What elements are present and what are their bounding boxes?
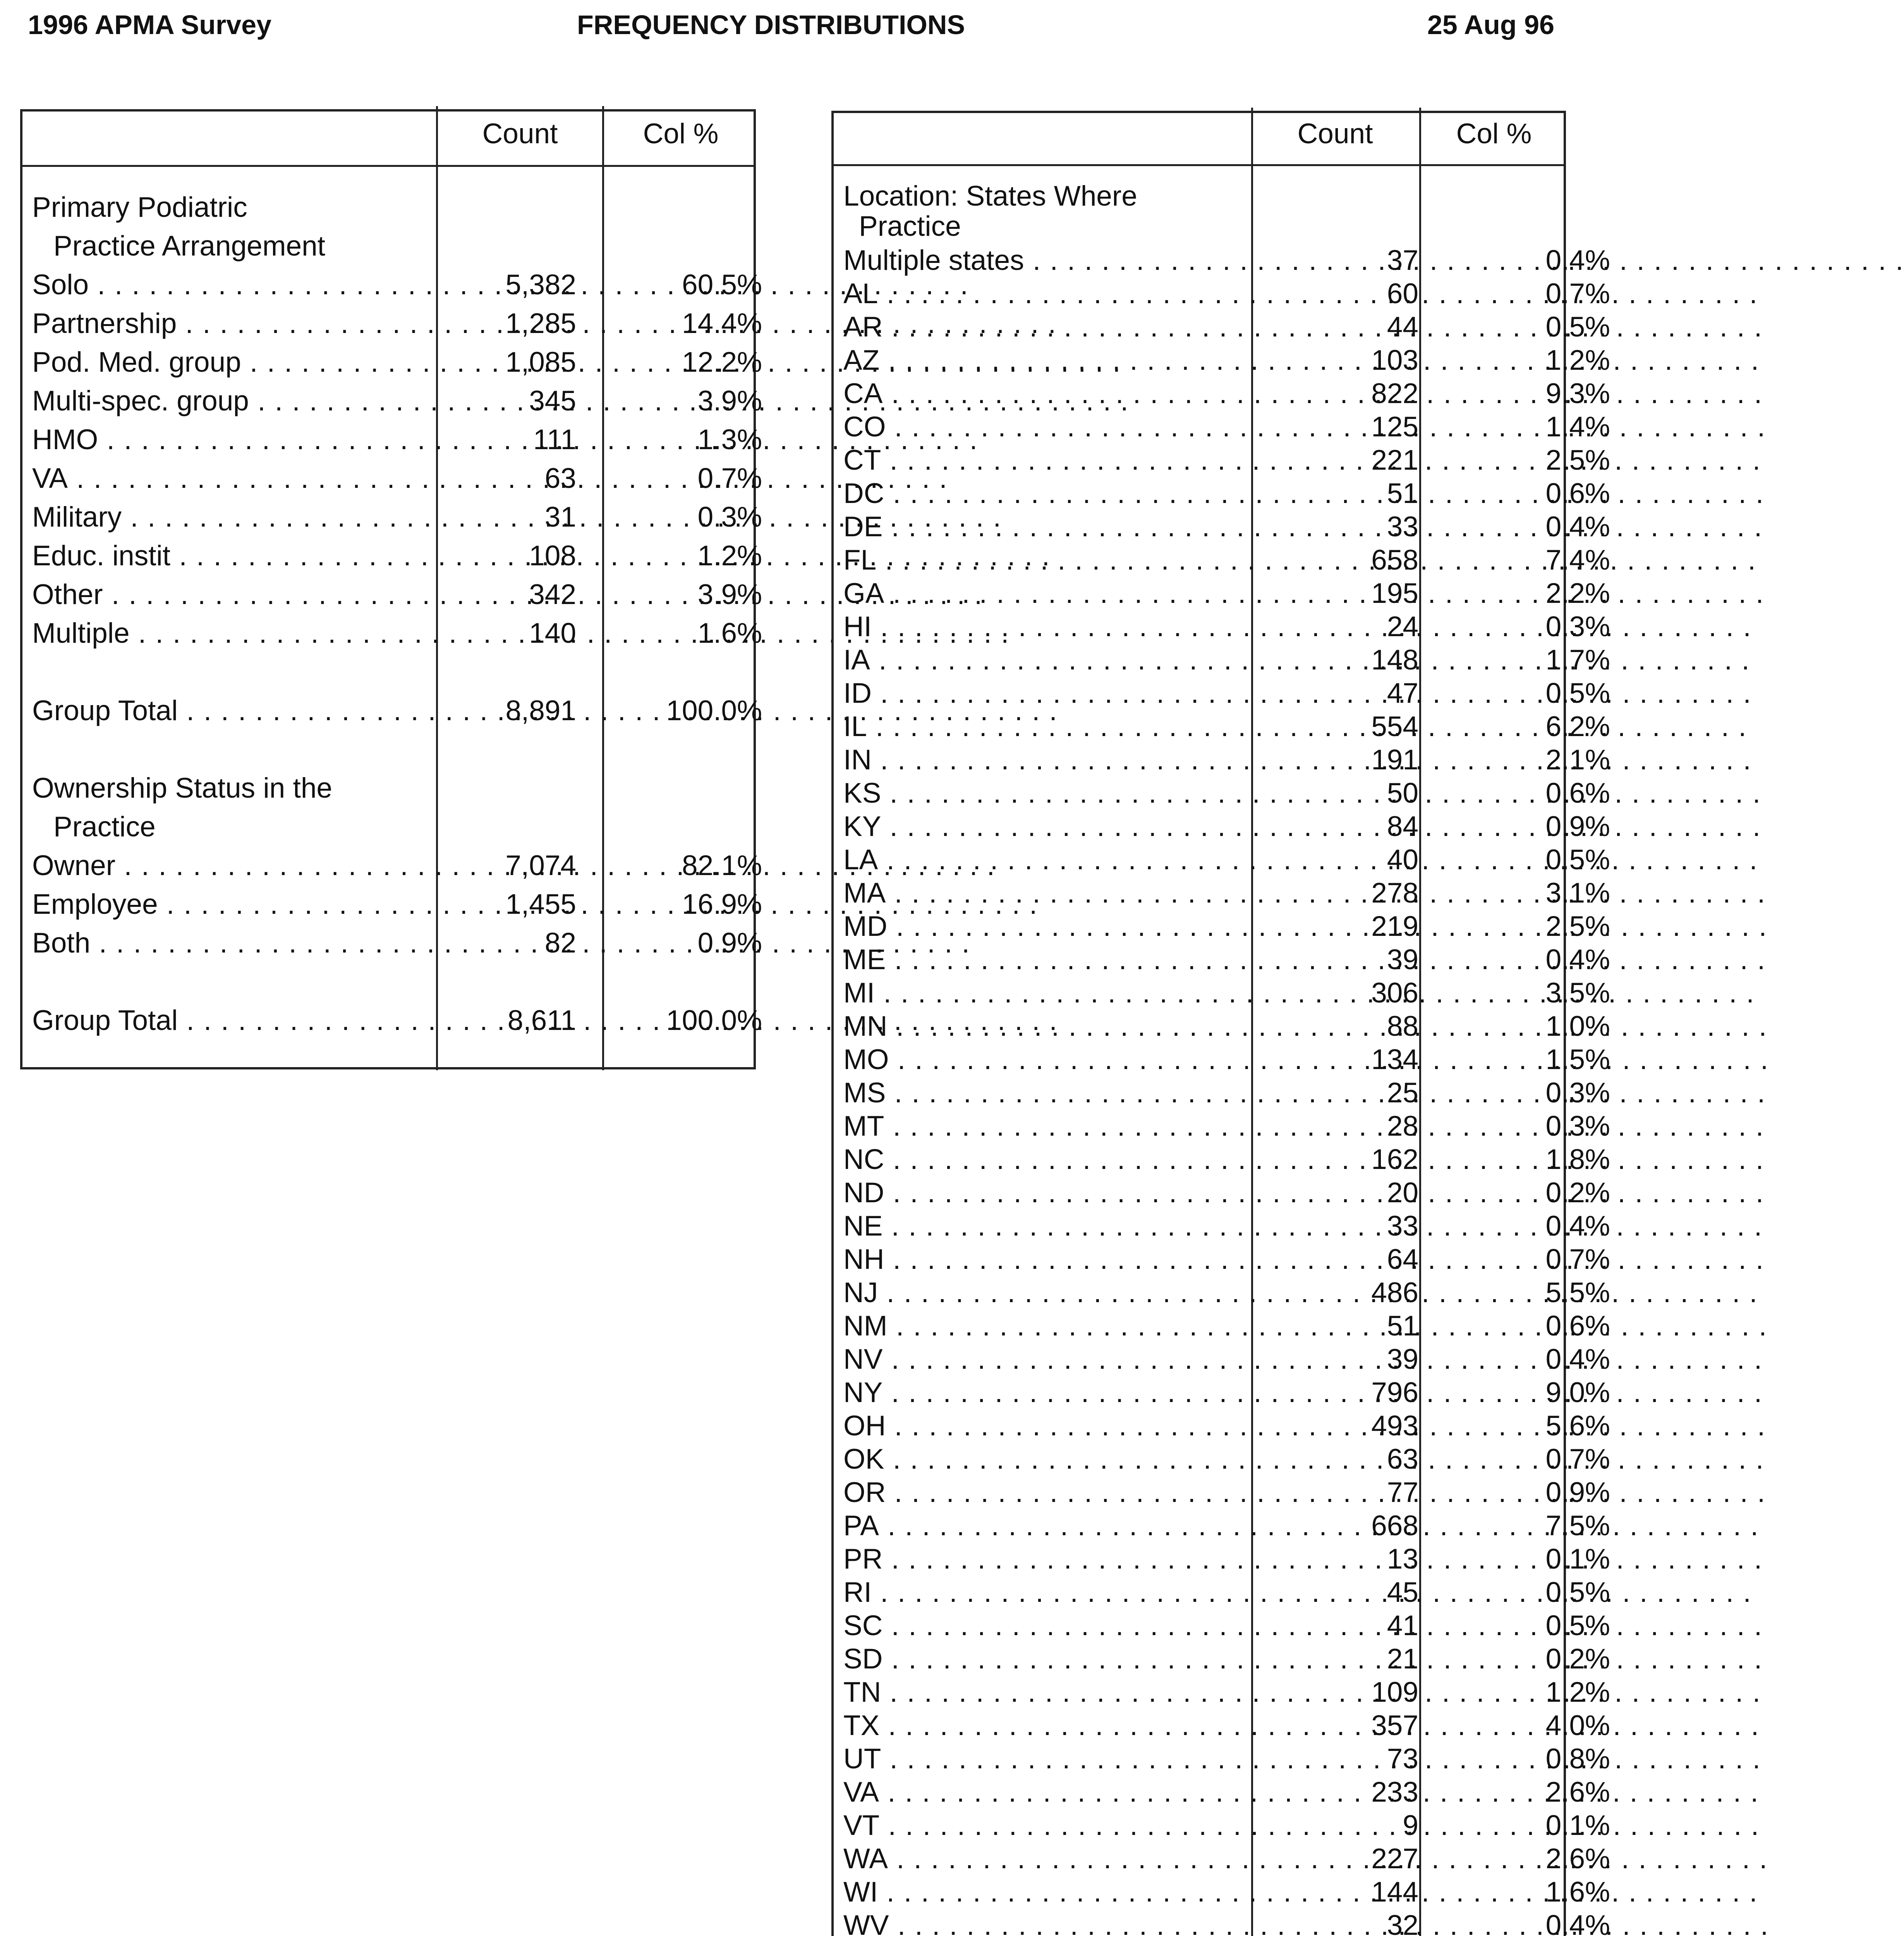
table-row: [22, 343, 762, 382]
states-location-table: [831, 111, 1610, 1936]
pct-cell: 1.0%: [1545, 1011, 1610, 1042]
count-cell: 41: [1387, 1610, 1418, 1641]
pct-cell: 2.5%: [1545, 445, 1610, 476]
count-cell: 103: [1371, 345, 1418, 376]
row-label: NM . . .: [843, 1310, 1238, 1343]
row-label: NE . . .: [843, 1210, 1238, 1243]
pct-cell: 4.0%: [1545, 1710, 1610, 1741]
table-row: [22, 846, 762, 885]
pct-cell: 16.9%: [682, 889, 762, 920]
pct-cell: 0.5%: [1545, 1610, 1610, 1641]
pct-cell: 2.2%: [1545, 578, 1610, 609]
table-row: [834, 1276, 1610, 1310]
pct-cell: 0.4%: [1545, 245, 1610, 276]
table-row: [834, 1176, 1610, 1210]
row-label: IN . . .: [843, 743, 1238, 777]
table-row: [834, 277, 1610, 311]
spacer: [22, 730, 754, 769]
table-row: [22, 459, 762, 498]
count-cell: 28: [1387, 1110, 1418, 1142]
group-title: Ownership Status in the: [32, 772, 333, 804]
table-row: [834, 1909, 1610, 1936]
count-cell: 9: [1403, 1810, 1418, 1841]
table-row: [834, 1010, 1610, 1043]
table-row: [834, 943, 1610, 977]
table-row: [834, 1809, 1610, 1842]
count-cell: 51: [1387, 478, 1418, 509]
row-label: Multi-spec. group . . .: [32, 382, 439, 420]
count-cell: 221: [1371, 445, 1418, 476]
count-cell: 25: [1387, 1077, 1418, 1109]
pct-cell: 0.5%: [1545, 311, 1610, 343]
pct-cell: 1.6%: [1545, 1876, 1610, 1908]
pct-cell: 1.2%: [697, 540, 762, 572]
row-label: Other . . .: [32, 575, 439, 614]
row-label: ME . . .: [843, 943, 1238, 977]
table-row: [22, 575, 762, 614]
table-row: [834, 1543, 1610, 1576]
count-cell: 31: [544, 501, 576, 533]
table-row: [834, 1576, 1610, 1609]
page-title: FREQUENCY DISTRIBUTIONS: [577, 10, 965, 40]
pct-cell: 0.6%: [1545, 777, 1610, 809]
row-label: WV . . .: [843, 1909, 1238, 1936]
count-cell: 7,074: [505, 850, 576, 881]
row-label: NV . . .: [843, 1343, 1238, 1376]
count-cell: 39: [1387, 944, 1418, 975]
count-cell: 60: [1387, 278, 1418, 309]
row-label: Multiple states . . .: [843, 244, 1238, 277]
row-label: MN . . .: [843, 1010, 1238, 1043]
row-label: MA . . .: [843, 877, 1238, 910]
survey-title: 1996 APMA Survey: [28, 10, 272, 40]
count-cell: 345: [529, 385, 576, 417]
count-cell: 342: [529, 579, 576, 610]
row-label: AL . . .: [843, 277, 1238, 311]
pct-cell: 6.2%: [1545, 711, 1610, 742]
count-cell: 278: [1371, 877, 1418, 909]
table-row: [834, 1076, 1610, 1110]
pct-cell: 0.1%: [1545, 1810, 1610, 1841]
row-label: SD . . .: [843, 1643, 1238, 1676]
pct-cell: 0.2%: [1545, 1643, 1610, 1675]
pct-cell: 2.1%: [1545, 744, 1610, 776]
count-cell: 486: [1371, 1277, 1418, 1308]
count-cell: 1,085: [505, 347, 576, 378]
pct-cell: 2.6%: [1545, 1843, 1610, 1874]
count-column-header: Count: [482, 118, 558, 149]
count-column-header: Count: [1297, 118, 1373, 149]
pct-cell: 60.5%: [682, 269, 762, 300]
row-label: NJ . . .: [843, 1276, 1238, 1310]
count-cell: 227: [1371, 1843, 1418, 1874]
row-label: KS . . .: [843, 777, 1238, 810]
count-cell: 493: [1371, 1410, 1418, 1442]
table-row: [834, 344, 1610, 377]
count-cell: 88: [1387, 1011, 1418, 1042]
group-title: Location: States Where: [843, 180, 1137, 212]
pct-cell: 0.4%: [1545, 511, 1610, 542]
count-cell: 63: [1387, 1443, 1418, 1475]
count-cell: 219: [1371, 911, 1418, 942]
table-row: [834, 1876, 1610, 1909]
pct-cell: 3.5%: [1545, 977, 1610, 1009]
table-row: [834, 311, 1610, 344]
table-body: [22, 188, 762, 1040]
table-row: [834, 577, 1610, 610]
table-row: [834, 1043, 1610, 1076]
count-cell: 134: [1371, 1044, 1418, 1075]
table-row: [834, 410, 1610, 444]
report-date: 25 Aug 96: [1427, 10, 1554, 40]
pct-cell: 1.3%: [697, 424, 762, 455]
row-label: WI . . .: [843, 1876, 1238, 1909]
row-label: GA . . .: [843, 577, 1238, 610]
count-cell: 24: [1387, 611, 1418, 642]
count-cell: 191: [1371, 744, 1418, 776]
row-label: CA . . .: [843, 377, 1238, 410]
practice-arrangement-table: [20, 109, 762, 1069]
pct-cell: 5.5%: [1545, 1277, 1610, 1308]
pct-cell: 0.4%: [1545, 1910, 1610, 1936]
pct-cell: 0.7%: [1545, 1244, 1610, 1275]
count-cell: 73: [1387, 1743, 1418, 1775]
pct-cell: 1.7%: [1545, 644, 1610, 676]
table-row: [834, 1243, 1610, 1276]
row-label: Both . . .: [32, 924, 439, 963]
row-label: Pod. Med. group . . .: [32, 343, 439, 382]
pct-cell: 2.5%: [1545, 911, 1610, 942]
table-row: [22, 266, 762, 304]
table-row: [834, 910, 1610, 943]
pct-cell: 0.9%: [1545, 1477, 1610, 1508]
table-row: [834, 1643, 1610, 1676]
row-label: VA . . .: [843, 1776, 1238, 1809]
count-cell: 5,382: [505, 269, 576, 300]
count-cell: 33: [1387, 511, 1418, 542]
row-label: IA . . .: [843, 644, 1238, 677]
pct-cell: 3.1%: [1545, 877, 1610, 909]
table-row: [834, 877, 1610, 910]
row-label: PR . . .: [843, 1543, 1238, 1576]
table-row: [22, 498, 762, 537]
count-cell: 44: [1387, 311, 1418, 343]
count-cell: 82: [544, 927, 576, 959]
header-rule: [834, 164, 1564, 166]
table-row: [834, 810, 1610, 843]
table-row: [22, 382, 762, 420]
count-cell: 1,455: [505, 889, 576, 920]
count-cell: 357: [1371, 1710, 1418, 1741]
count-cell: 37: [1387, 245, 1418, 276]
row-label: CO . . .: [843, 410, 1238, 444]
table-row: [834, 1509, 1610, 1543]
pct-cell: 0.7%: [1545, 278, 1610, 309]
row-label: PA . . .: [843, 1509, 1238, 1543]
table-row: [834, 1709, 1610, 1742]
table-row: [834, 510, 1610, 544]
table-row: [834, 1376, 1610, 1409]
table-row: [834, 610, 1610, 644]
table-row: [834, 377, 1610, 410]
pct-cell: 0.5%: [1545, 678, 1610, 709]
pct-cell: 5.6%: [1545, 1410, 1610, 1442]
pct-cell: 1.2%: [1545, 345, 1610, 376]
group-title: Practice: [53, 811, 156, 843]
pct-cell: 0.3%: [1545, 1110, 1610, 1142]
pct-cell: 0.3%: [1545, 1077, 1610, 1109]
row-label: Owner . . .: [32, 846, 439, 885]
table-row: [834, 1310, 1610, 1343]
table-row: [834, 1343, 1610, 1376]
row-label: NY . . .: [843, 1376, 1238, 1409]
row-label: VA . . .: [32, 459, 439, 498]
row-label: FL . . .: [843, 544, 1238, 577]
header-rule: [22, 165, 754, 167]
pct-cell: 0.8%: [1545, 1743, 1610, 1775]
pct-cell: 0.4%: [1545, 1210, 1610, 1242]
row-label: MI . . .: [843, 977, 1238, 1010]
pct-cell: 0.5%: [1545, 844, 1610, 875]
count-cell: 39: [1387, 1344, 1418, 1375]
table-row: [834, 1443, 1610, 1476]
table-row: [22, 420, 762, 459]
row-label: CT . . .: [843, 444, 1238, 477]
pct-cell: 1.4%: [1545, 411, 1610, 443]
count-cell: 33: [1387, 1210, 1418, 1242]
row-label: RI . . .: [843, 1576, 1238, 1609]
count-cell: 32: [1387, 1910, 1418, 1936]
count-cell: 111: [533, 424, 576, 455]
count-cell: 162: [1371, 1144, 1418, 1175]
table-row: [834, 777, 1610, 810]
pct-cell: 0.6%: [1545, 478, 1610, 509]
row-label: Solo . . .: [32, 266, 439, 304]
pct-cell: 0.3%: [697, 501, 762, 533]
pct-cell: 0.9%: [1545, 811, 1610, 842]
table-row: [834, 710, 1610, 743]
table-row: [834, 743, 1610, 777]
pct-cell: 7.5%: [1545, 1510, 1610, 1541]
count-cell: 668: [1371, 1510, 1418, 1541]
pct-cell: 12.2%: [682, 347, 762, 378]
table-row: [834, 1842, 1610, 1876]
table-row: [834, 1110, 1610, 1143]
pct-cell: 0.1%: [1545, 1543, 1610, 1575]
count-cell: 40: [1387, 844, 1418, 875]
count-cell: 20: [1387, 1177, 1418, 1208]
row-label: HI . . .: [843, 610, 1238, 644]
row-label: WA . . .: [843, 1842, 1238, 1876]
pct-cell: 0.7%: [1545, 1443, 1610, 1475]
table-row: [834, 1210, 1610, 1243]
table-row: [834, 1676, 1610, 1709]
row-label: MT . . .: [843, 1110, 1238, 1143]
pct-column-header: Col %: [643, 118, 719, 149]
row-label: Partnership . . .: [32, 304, 439, 343]
table-row: [834, 1476, 1610, 1509]
pct-cell: 0.5%: [1545, 1577, 1610, 1608]
pct-cell: 9.0%: [1545, 1377, 1610, 1408]
count-cell: 63: [544, 463, 576, 494]
count-cell: 13: [1387, 1543, 1418, 1575]
count-cell: 84: [1387, 811, 1418, 842]
table-row: [22, 614, 762, 653]
row-label: VT . . .: [843, 1809, 1238, 1842]
pct-cell: 1.5%: [1545, 1044, 1610, 1075]
spacer: [22, 963, 754, 1001]
count-cell: 233: [1371, 1776, 1418, 1808]
row-label: Military . . .: [32, 498, 439, 537]
pct-cell: 1.2%: [1545, 1677, 1610, 1708]
row-label: NC . . .: [843, 1143, 1238, 1176]
group-title: Primary Podiatric: [32, 192, 247, 223]
pct-cell: 0.7%: [697, 463, 762, 494]
count-cell: 51: [1387, 1310, 1418, 1342]
pct-cell: 3.9%: [697, 579, 762, 610]
count-cell: 21: [1387, 1643, 1418, 1675]
table-row: [834, 477, 1610, 510]
table-row: [22, 537, 762, 575]
row-label: MD . . .: [843, 910, 1238, 943]
row-label: OH . . .: [843, 1409, 1238, 1443]
pct-cell: 0.4%: [1545, 1344, 1610, 1375]
count-cell: 195: [1371, 578, 1418, 609]
table-row: [834, 677, 1610, 710]
row-label: Educ. instit . . .: [32, 537, 439, 575]
row-label: ID . . .: [843, 677, 1238, 710]
table-row: [834, 1409, 1610, 1443]
count-cell: 306: [1371, 977, 1418, 1009]
table-row: [834, 843, 1610, 877]
pct-cell: 0.2%: [1545, 1177, 1610, 1208]
table-row: [22, 924, 762, 963]
table-row: [834, 1143, 1610, 1176]
row-label: DE . . .: [843, 510, 1238, 544]
pct-cell: 7.4%: [1545, 544, 1610, 576]
row-label: DC . . .: [843, 477, 1238, 510]
row-label: UT . . .: [843, 1742, 1238, 1776]
row-label: TN . . .: [843, 1676, 1238, 1709]
table-row: [834, 644, 1610, 677]
row-label: SC . . .: [843, 1609, 1238, 1643]
table-row: [834, 544, 1610, 577]
pct-cell: 14.4%: [682, 308, 762, 339]
pct-cell: 1.6%: [697, 618, 762, 649]
count-cell: 148: [1371, 644, 1418, 676]
table-body: [834, 180, 1610, 1936]
spacer: [22, 653, 754, 692]
count-cell: 658: [1371, 544, 1418, 576]
count-cell: 47: [1387, 678, 1418, 709]
count-cell: 108: [529, 540, 576, 572]
row-label: TX . . .: [843, 1709, 1238, 1742]
row-label: MS . . .: [843, 1076, 1238, 1110]
table-row: [22, 304, 762, 343]
pct-cell: 2.6%: [1545, 1776, 1610, 1808]
group-total-row: Group Total . . . 8,891 100.0%: [22, 692, 754, 730]
count-cell: 50: [1387, 777, 1418, 809]
pct-cell: 0.3%: [1545, 611, 1610, 642]
count-cell: 554: [1371, 711, 1418, 742]
table-row: [834, 1776, 1610, 1809]
pct-cell: 9.3%: [1545, 378, 1610, 409]
group-total-row: Group Total . . . 8,611 100.0%: [22, 1001, 754, 1040]
pct-cell: 0.9%: [697, 927, 762, 959]
pct-cell: 0.4%: [1545, 944, 1610, 975]
row-label: KY . . .: [843, 810, 1238, 843]
pct-cell: 0.6%: [1545, 1310, 1610, 1342]
count-cell: 144: [1371, 1876, 1418, 1908]
pct-column-header: Col %: [1456, 118, 1532, 149]
row-label: IL . . .: [843, 710, 1238, 743]
pct-cell: 1.8%: [1545, 1144, 1610, 1175]
table-row: [834, 444, 1610, 477]
table-row: [834, 1742, 1610, 1776]
count-cell: 796: [1371, 1377, 1418, 1408]
count-cell: 77: [1387, 1477, 1418, 1508]
row-label: AZ . . .: [843, 344, 1238, 377]
row-label: AR . . .: [843, 311, 1238, 344]
count-cell: 125: [1371, 411, 1418, 443]
row-label: Multiple . . .: [32, 614, 439, 653]
table-row: [834, 977, 1610, 1010]
row-label: Employee . . .: [32, 885, 439, 924]
table-row: [834, 1609, 1610, 1643]
count-cell: 45: [1387, 1577, 1418, 1608]
count-cell: 109: [1371, 1677, 1418, 1708]
row-label: MO . . .: [843, 1043, 1238, 1076]
row-label: OR . . .: [843, 1476, 1238, 1509]
pct-cell: 82.1%: [682, 850, 762, 881]
row-label: LA . . .: [843, 843, 1238, 877]
group-title: Practice: [859, 211, 961, 242]
count-cell: 1,285: [505, 308, 576, 339]
count-cell: 140: [529, 618, 576, 649]
group-title: Practice Arrangement: [53, 230, 325, 262]
row-label: OK . . .: [843, 1443, 1238, 1476]
pct-cell: 3.9%: [697, 385, 762, 417]
row-label: ND . . .: [843, 1176, 1238, 1210]
count-cell: 64: [1387, 1244, 1418, 1275]
row-label: HMO . . .: [32, 420, 439, 459]
count-cell: 822: [1371, 378, 1418, 409]
table-row: [834, 244, 1610, 277]
table-row: [22, 885, 762, 924]
row-label: NH . . .: [843, 1243, 1238, 1276]
